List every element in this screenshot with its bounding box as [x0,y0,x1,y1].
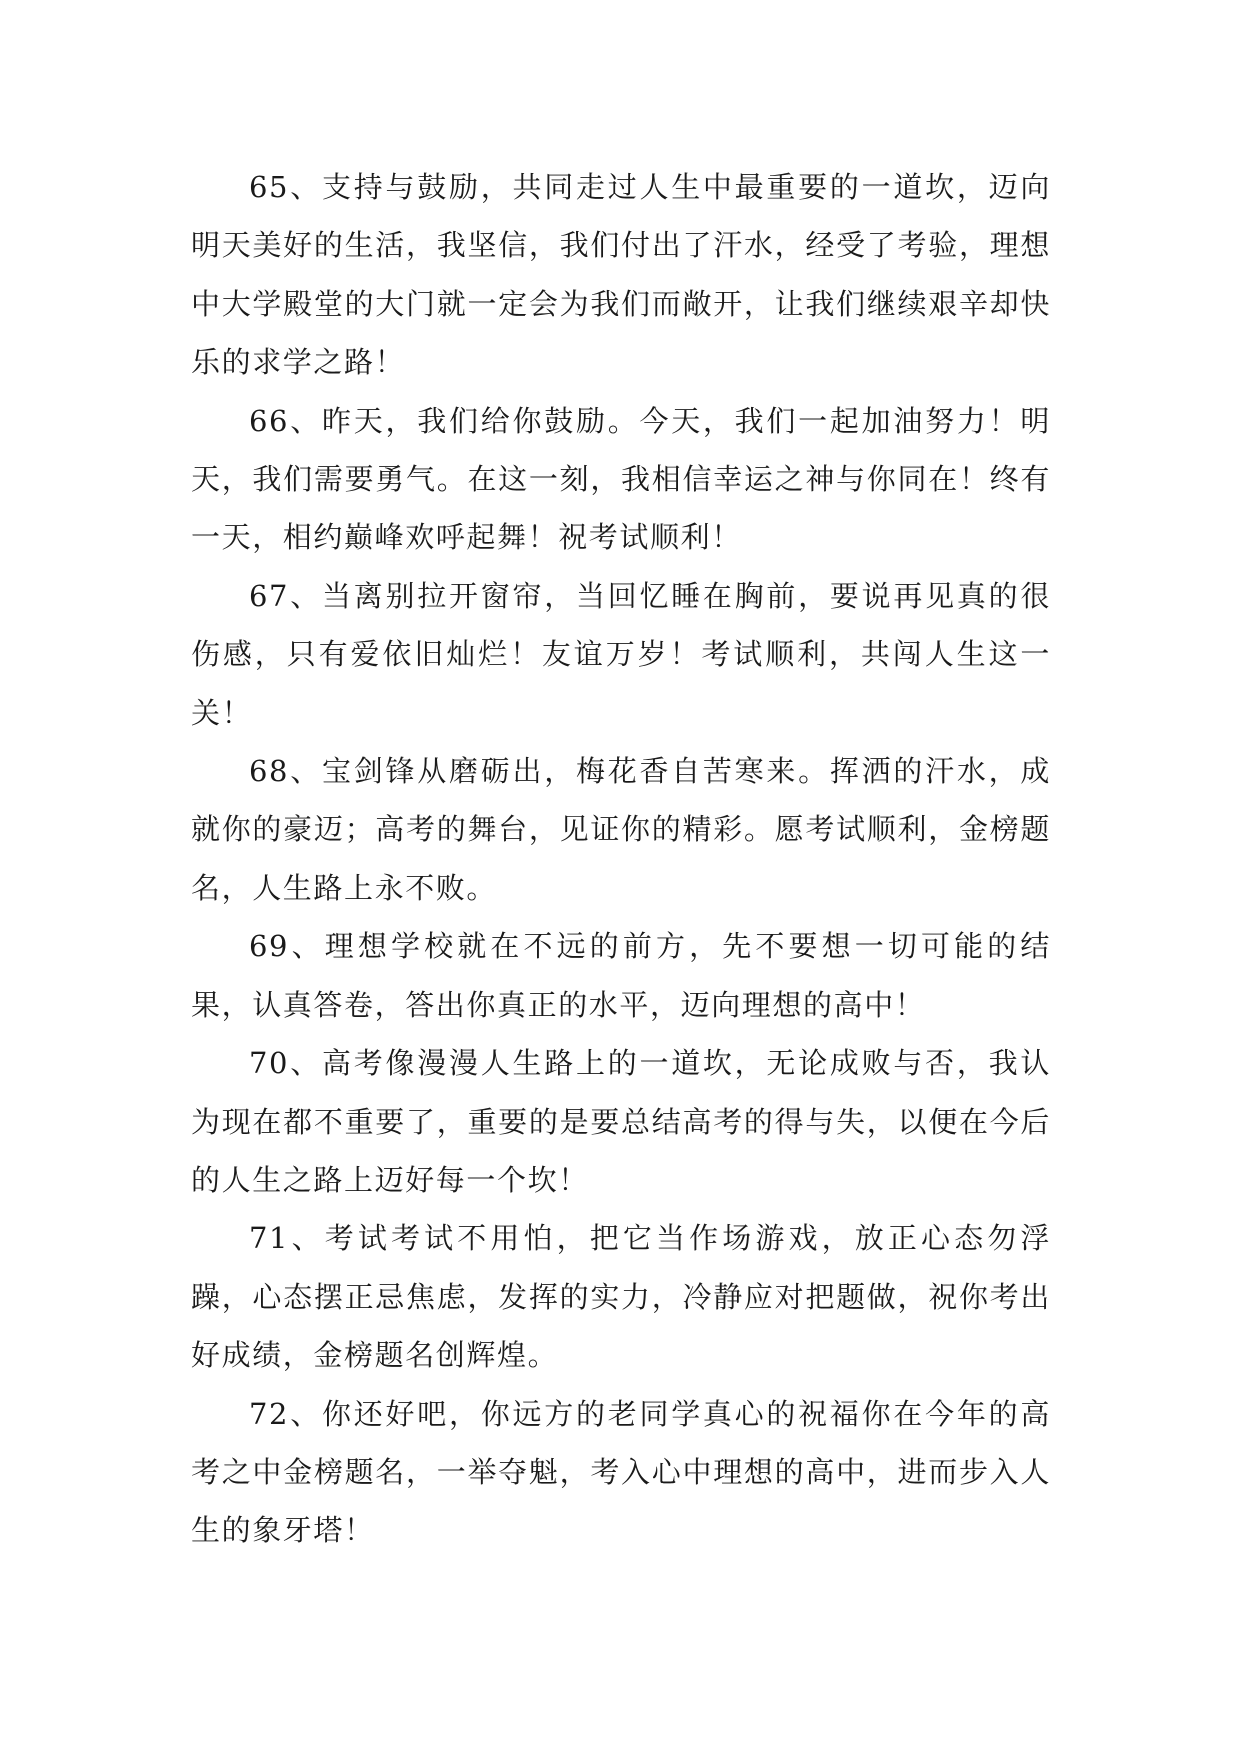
document-body [191,158,1051,1560]
paragraph-69: 69、理想学校就在不远的前方，先不要想一切可能的结果，认真答卷，答出你真正的水平，迈向理想的高中！ [191,929,1051,1022]
paragraph-70: 70、高考像漫漫人生路上的一道坎，无论成败与否，我认为现在都不重要了，重要的是要总结高考的得与失，以便在今后的人生之路上迈好每一个坎！ [191,1046,1051,1197]
paragraph-67: 67、当离别拉开窗帘，当回忆睡在胸前，要说再见真的很伤感，只有爱依旧灿烂！友谊万岁！考试顺利，共闯人生这一关！ [191,578,1051,730]
paragraph-65: 65、支持与鼓励，共同走过人生中最重要的一道坎，迈向明天美好的生活，我坚信，我们付出了汗水，经受了考验，理想中大学殿堂的大门就一定会为我们而敞开，让我们继续艰辛却快乐的求学之路！ [191,170,1051,380]
paragraph-66: 66、昨天，我们给你鼓励。今天，我们一起加油努力！明天，我们需要勇气。在这一刻，我相信幸运之神与你同在！终有一天，相约巅峰欢呼起舞！祝考试顺利！ [191,403,1051,555]
paragraph-68: 68、宝剑锋从磨砺出，梅花香自苦寒来。挥洒的汗水，成就你的豪迈；高考的舞台，见证你的精彩。愿考试顺利，金榜题名，人生路上永不败。 [191,754,1051,905]
paragraph-71: 71、考试考试不用怕，把它当作场游戏，放正心态勿浮躁，心态摆正忌焦虑，发挥的实力，冷静应对把题做，祝你考出好成绩，金榜题名创辉煌。 [191,1221,1051,1373]
paragraph-72: 72、你还好吧，你远方的老同学真心的祝福你在今年的高考之中金榜题名，一举夺魁，考入心中理想的高中，进而步入人生的象牙塔！ [191,1396,1051,1548]
